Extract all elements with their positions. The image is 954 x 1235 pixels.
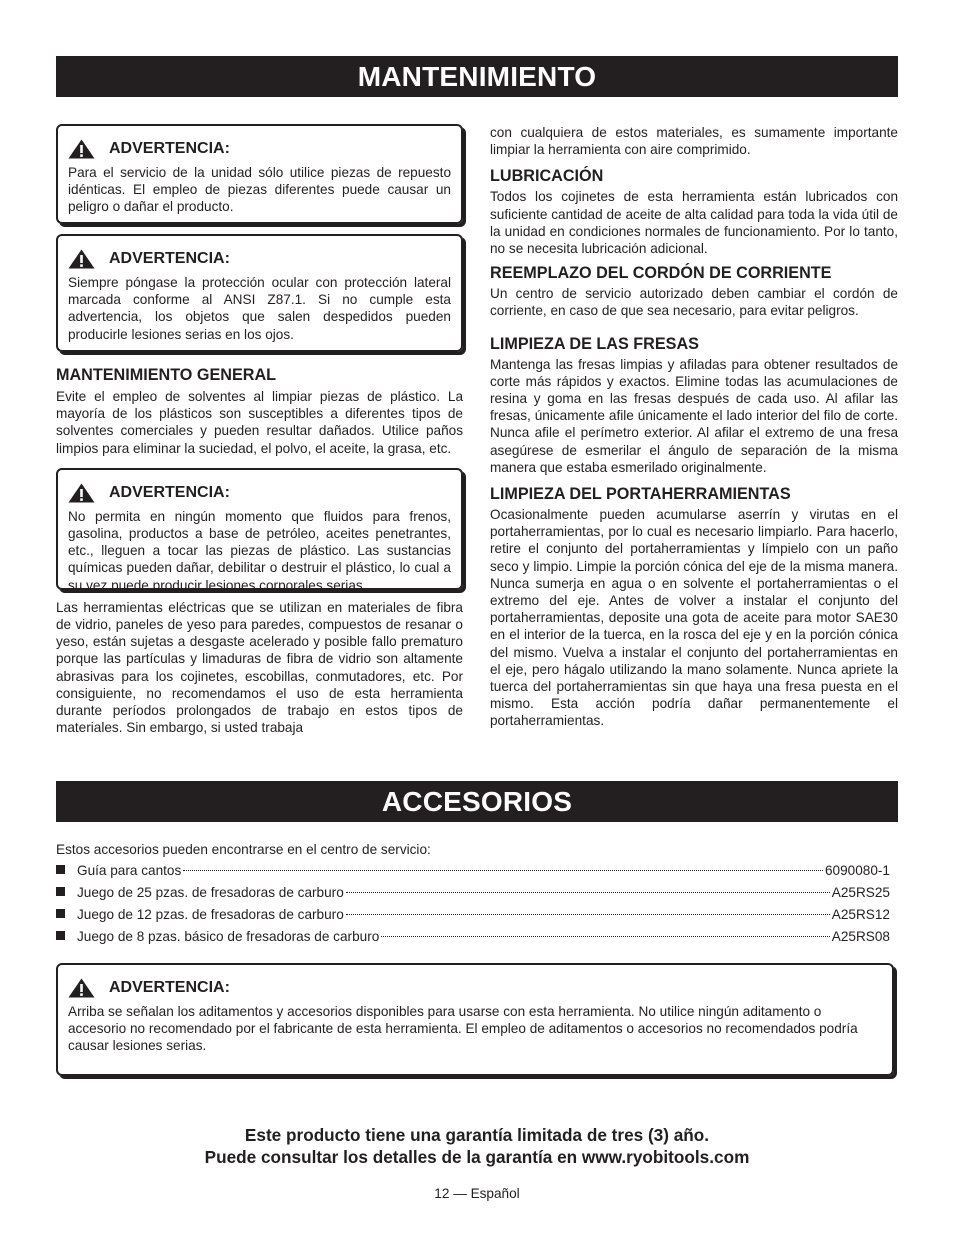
dot-leader [183, 870, 823, 871]
paragraph-fresas: Mantenga las fresas limpias y afiladas para obtener resultados de corte más rápidos y exactos. Elimine todas las acumulaciones de resina y goma en las fresas después de cada uso. Al afilar las fresas, únicamente afile únicamente el lado interior del filo de corte. Nunca afile el perímetro exterior. Al afilar el extremo de una fresa asegúrese de esmerilar el ángulo de separación de la misma manera que estaba esmerilado originalmente. [490, 356, 898, 475]
warning-triangle-icon [68, 978, 95, 998]
list-item [56, 906, 890, 928]
paragraph-general-1: Evite el empleo de solventes al limpiar piezas de plástico. La mayoría de los plásticos son susceptibles a diferentes tipos de solventes comerciales y pueden resultar dañados. Utilice paños limpios para eliminar la suciedad, el polvo, el aceite, la grasa, etc. [56, 389, 463, 456]
warning-title: ADVERTENCIA: [109, 250, 230, 267]
heading-portaherramientas: LIMPIEZA DEL PORTAHERRAMIENTAS [490, 485, 791, 504]
paragraph-lubricacion: Todos los cojinetes de esta herramienta están lubricados con suficiente cantidad de aceite de alta calidad para toda la vida útil de la unidad en condiciones normales de funcionamiento. Por lo tanto, no se necesita lubricación adicional. [490, 189, 898, 257]
accessory-code: A25RS12 [831, 907, 890, 922]
paragraph-portaherramientas: Ocasionalmente pueden acumularse aserrín y virutas en el portaherramientas, por lo cual es necesario limpiarlo. Para hacerlo, retire el conjunto del portaherramientas y límpielo con un paño seco y limpio. Limpie la porción cónica del eje de la misma manera. Nunca sumerja en agua o en solvente el portaherramientas o el extremo del eje. Antes de volver a instalar el conjunto del portaherramientas, deposite una gota de aceite para motor SAE30 en el interior de la tuerca, en la rosca del eje y en la porción cónica del mismo. Vuelva a instalar el conjunto del portaherramientas en el eje, pero hágalo utilizando la mano solamente. Nunca apriete la tuerca del portaherramientas sin que haya una fresa puesta en el mismo. Esta acción podría dañar permanentemente el portaherramientas. [490, 507, 898, 729]
paragraph-general-2: Las herramientas eléctricas que se utilizan en materiales de fibra de vidrio, paneles de yeso para paredes, compuestos de resanar o yeso, están sujetas a desgaste acelerado y posible fallo prematuro porque las partículas y limaduras de fibra de vidrio son altamente abrasivas para los cojinetes, escobillas, conmutadores, etc. Por consiguiente, no recomendamos el uso de esta herramienta durante períodos prolongados de trabajo en estos tipos de materiales. Sin embargo, si usted trabaja [56, 599, 463, 736]
warning-box-parts [56, 124, 463, 224]
warranty-line-2: Puede consultar los detalles de la garantía en www.ryobitools.com [204, 1147, 750, 1167]
bullet-square-icon [56, 931, 65, 940]
section-title-accesorios: ACCESORIOS [56, 781, 898, 822]
list-item [56, 928, 890, 950]
accessory-code: A25RS08 [831, 929, 890, 944]
warning-box-fluids [56, 468, 463, 593]
accessory-name: Juego de 8 pzas. básico de fresadoras de carburo [77, 929, 380, 944]
paragraph-general-3: con cualquiera de estos materiales, es sumamente importante limpiar la herramienta con aire comprimido. [490, 125, 898, 158]
right-column [490, 124, 898, 730]
dot-leader [346, 892, 830, 893]
warranty-line-1: Este producto tiene una garantía limitada de tres (3) año. [244, 1125, 710, 1145]
accessory-name: Juego de 12 pzas. de fresadoras de carburo [77, 907, 344, 922]
accessories-intro: Estos accesorios pueden encontrarse en el centro de servicio: [56, 842, 431, 857]
bullet-square-icon [56, 887, 65, 896]
heading-mantenimiento-general: MANTENIMIENTO GENERAL [56, 366, 277, 384]
list-item [56, 884, 890, 906]
warranty-notice [56, 1124, 898, 1168]
accessory-code: A25RS25 [831, 885, 890, 900]
warning-title: ADVERTENCIA: [109, 140, 230, 157]
warning-box-accessories [56, 963, 894, 1076]
heading-cordon: REEMPLAZO DEL CORDÓN DE CORRIENTE [490, 264, 832, 283]
warning-triangle-icon [68, 139, 95, 159]
list-item [56, 862, 890, 884]
warning-text: No permita en ningún momento que fluidos para frenos, gasolina, productos a base de petróleo, aceites penetrantes, etc., lleguen a tocar las piezas de plástico. Las sustancias químicas pueden dañar, debilitar o destruir el plástico, lo cual a su vez puede producir lesiones corporales serias. [68, 508, 451, 593]
bullet-square-icon [56, 865, 65, 874]
dot-leader [346, 914, 830, 915]
warning-text: Arriba se señalan los aditamentos y accesorios disponibles para usarse con esta herramienta. No utilice ningún aditamento o accesorio no recomendado por el fabricante de esta herramienta. El empleo de aditamentos o accesorios no recomendados podría causar lesiones serias. [68, 1004, 858, 1054]
warning-title: ADVERTENCIA: [109, 483, 230, 501]
bullet-square-icon [56, 909, 65, 918]
heading-lubricacion: LUBRICACIÓN [490, 167, 604, 186]
page-number: 12 — Español [434, 1186, 520, 1201]
warning-triangle-icon [68, 483, 95, 503]
accessories-list [56, 862, 890, 950]
paragraph-cordon: Un centro de servicio autorizado deben cambiar el cordón de corriente, en caso de que sea necesario, para evitar peligros. [490, 286, 898, 319]
warning-text: Siempre póngase la protección ocular con protección lateral marcada conforme al ANSI Z87.1. Si no cumple esta advertencia, los objetos que salen despedidos pueden producirle lesiones serias en los ojos. [68, 275, 451, 342]
warning-box-eye-protection [56, 234, 463, 352]
section-title-mantenimiento: MANTENIMIENTO [56, 56, 898, 97]
left-column [56, 124, 463, 736]
warning-text: Para el servicio de la unidad sólo utilice piezas de repuesto idénticas. El empleo de piezas diferentes puede causar un peligro o dañar el producto. [68, 165, 451, 215]
dot-leader [381, 936, 830, 937]
accessory-code: 6090080-1 [824, 863, 890, 878]
warning-triangle-icon [68, 249, 95, 269]
accessory-name: Juego de 25 pzas. de fresadoras de carburo [77, 885, 344, 900]
heading-fresas: LIMPIEZA DE LAS FRESAS [490, 334, 699, 353]
warning-title: ADVERTENCIA: [109, 979, 230, 996]
accessory-name: Guía para cantos [77, 863, 182, 878]
